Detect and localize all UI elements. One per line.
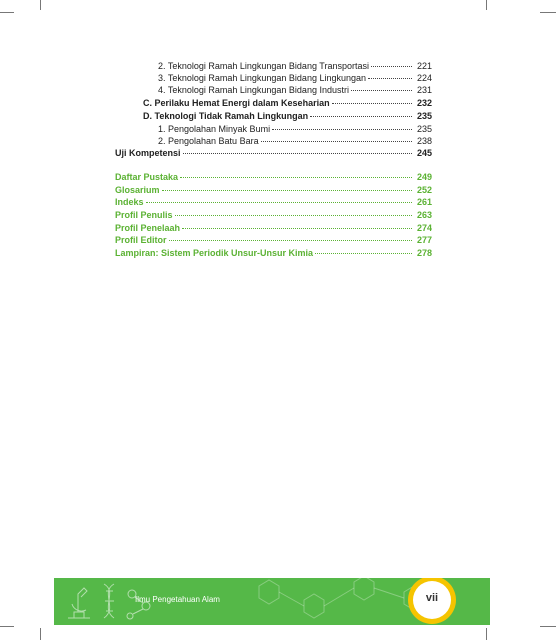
toc-entry[interactable] bbox=[115, 197, 432, 208]
crop-mark bbox=[540, 12, 556, 13]
toc-leader-dots bbox=[272, 129, 412, 130]
toc-entry-label: Profil Editor bbox=[115, 235, 167, 245]
toc-entry-label: 2. Teknologi Ramah Lingkungan Bidang Transportasi bbox=[158, 61, 369, 71]
toc-entry-page: 252 bbox=[416, 185, 432, 195]
toc-entry[interactable] bbox=[143, 111, 432, 122]
toc-leader-dots bbox=[261, 141, 412, 142]
toc-entry-page: 235 bbox=[416, 124, 432, 134]
footer-book-title: Ilmu Pengetahuan Alam bbox=[135, 595, 220, 604]
toc-entry-page: 238 bbox=[416, 136, 432, 146]
toc-entry[interactable] bbox=[158, 61, 432, 72]
microscope-icon bbox=[68, 588, 90, 618]
toc-entry-page: 232 bbox=[416, 98, 432, 108]
toc-leader-dots bbox=[371, 66, 412, 67]
toc-entry-page: 224 bbox=[416, 73, 432, 83]
toc-entry[interactable] bbox=[115, 185, 432, 196]
toc-entry-page: 261 bbox=[416, 197, 432, 207]
toc-entry[interactable] bbox=[115, 172, 432, 183]
page-number: vii bbox=[425, 592, 439, 604]
toc-entry-page: 278 bbox=[416, 248, 432, 258]
toc-entry-page: 235 bbox=[416, 111, 432, 121]
toc-entry[interactable] bbox=[158, 124, 432, 135]
toc-leader-dots bbox=[315, 253, 412, 254]
toc-entry-label: 1. Pengolahan Minyak Bumi bbox=[158, 124, 271, 134]
toc-entry-label: Profil Penulis bbox=[115, 210, 173, 220]
toc-entry-label: 3. Teknologi Ramah Lingkungan Bidang Lingkungan bbox=[158, 73, 366, 83]
crop-mark bbox=[540, 626, 556, 627]
toc-entry-page: 277 bbox=[416, 235, 432, 245]
crop-mark bbox=[0, 12, 14, 13]
toc-entry-label: D. Teknologi Tidak Ramah Lingkungan bbox=[143, 111, 309, 121]
toc-entry[interactable] bbox=[115, 235, 432, 246]
toc-entry-label: C. Perilaku Hemat Energi dalam Keseharian bbox=[143, 98, 330, 108]
toc-entry-label: Glosarium bbox=[115, 185, 160, 195]
crop-mark bbox=[40, 628, 41, 640]
crop-mark bbox=[0, 626, 14, 627]
toc-entry[interactable] bbox=[115, 210, 432, 221]
toc-entry-label: Indeks bbox=[115, 197, 144, 207]
toc-entry-label: 2. Pengolahan Batu Bara bbox=[158, 136, 259, 146]
toc-entry[interactable] bbox=[115, 148, 432, 159]
toc-entry-label: Lampiran: Sistem Periodik Unsur-Unsur Kimia bbox=[115, 248, 314, 258]
toc-entry-page: 245 bbox=[416, 148, 432, 158]
crop-mark bbox=[486, 0, 487, 10]
toc-entry-label: Uji Kompetensi bbox=[115, 148, 181, 158]
crop-mark bbox=[40, 0, 41, 10]
toc-entry[interactable] bbox=[115, 248, 432, 259]
toc-entry-label: Daftar Pustaka bbox=[115, 172, 179, 182]
toc-leader-dots bbox=[146, 202, 412, 203]
toc-leader-dots bbox=[175, 215, 412, 216]
toc-entry[interactable] bbox=[158, 73, 432, 84]
toc-entry[interactable] bbox=[115, 223, 432, 234]
crop-mark bbox=[486, 628, 487, 640]
toc-entry-label: Profil Penelaah bbox=[115, 223, 181, 233]
toc-entry[interactable] bbox=[143, 98, 432, 109]
toc-entry-page: 221 bbox=[416, 61, 432, 71]
toc-entry-page: 263 bbox=[416, 210, 432, 220]
toc-leader-dots bbox=[182, 228, 412, 229]
toc-leader-dots bbox=[162, 190, 412, 191]
toc-entry[interactable] bbox=[158, 136, 432, 147]
toc-leader-dots bbox=[183, 153, 412, 154]
toc-entry[interactable] bbox=[158, 85, 432, 96]
toc-leader-dots bbox=[169, 240, 413, 241]
toc-entry-page: 274 bbox=[416, 223, 432, 233]
toc-leader-dots bbox=[351, 90, 412, 91]
toc-leader-dots bbox=[310, 116, 412, 117]
toc-leader-dots bbox=[180, 177, 412, 178]
toc-leader-dots bbox=[368, 78, 412, 79]
toc-entry-page: 249 bbox=[416, 172, 432, 182]
toc-leader-dots bbox=[332, 103, 412, 104]
toc-entry-page: 231 bbox=[416, 85, 432, 95]
dna-icon bbox=[104, 584, 114, 618]
toc-entry-label: 4. Teknologi Ramah Lingkungan Bidang Industri bbox=[158, 85, 349, 95]
